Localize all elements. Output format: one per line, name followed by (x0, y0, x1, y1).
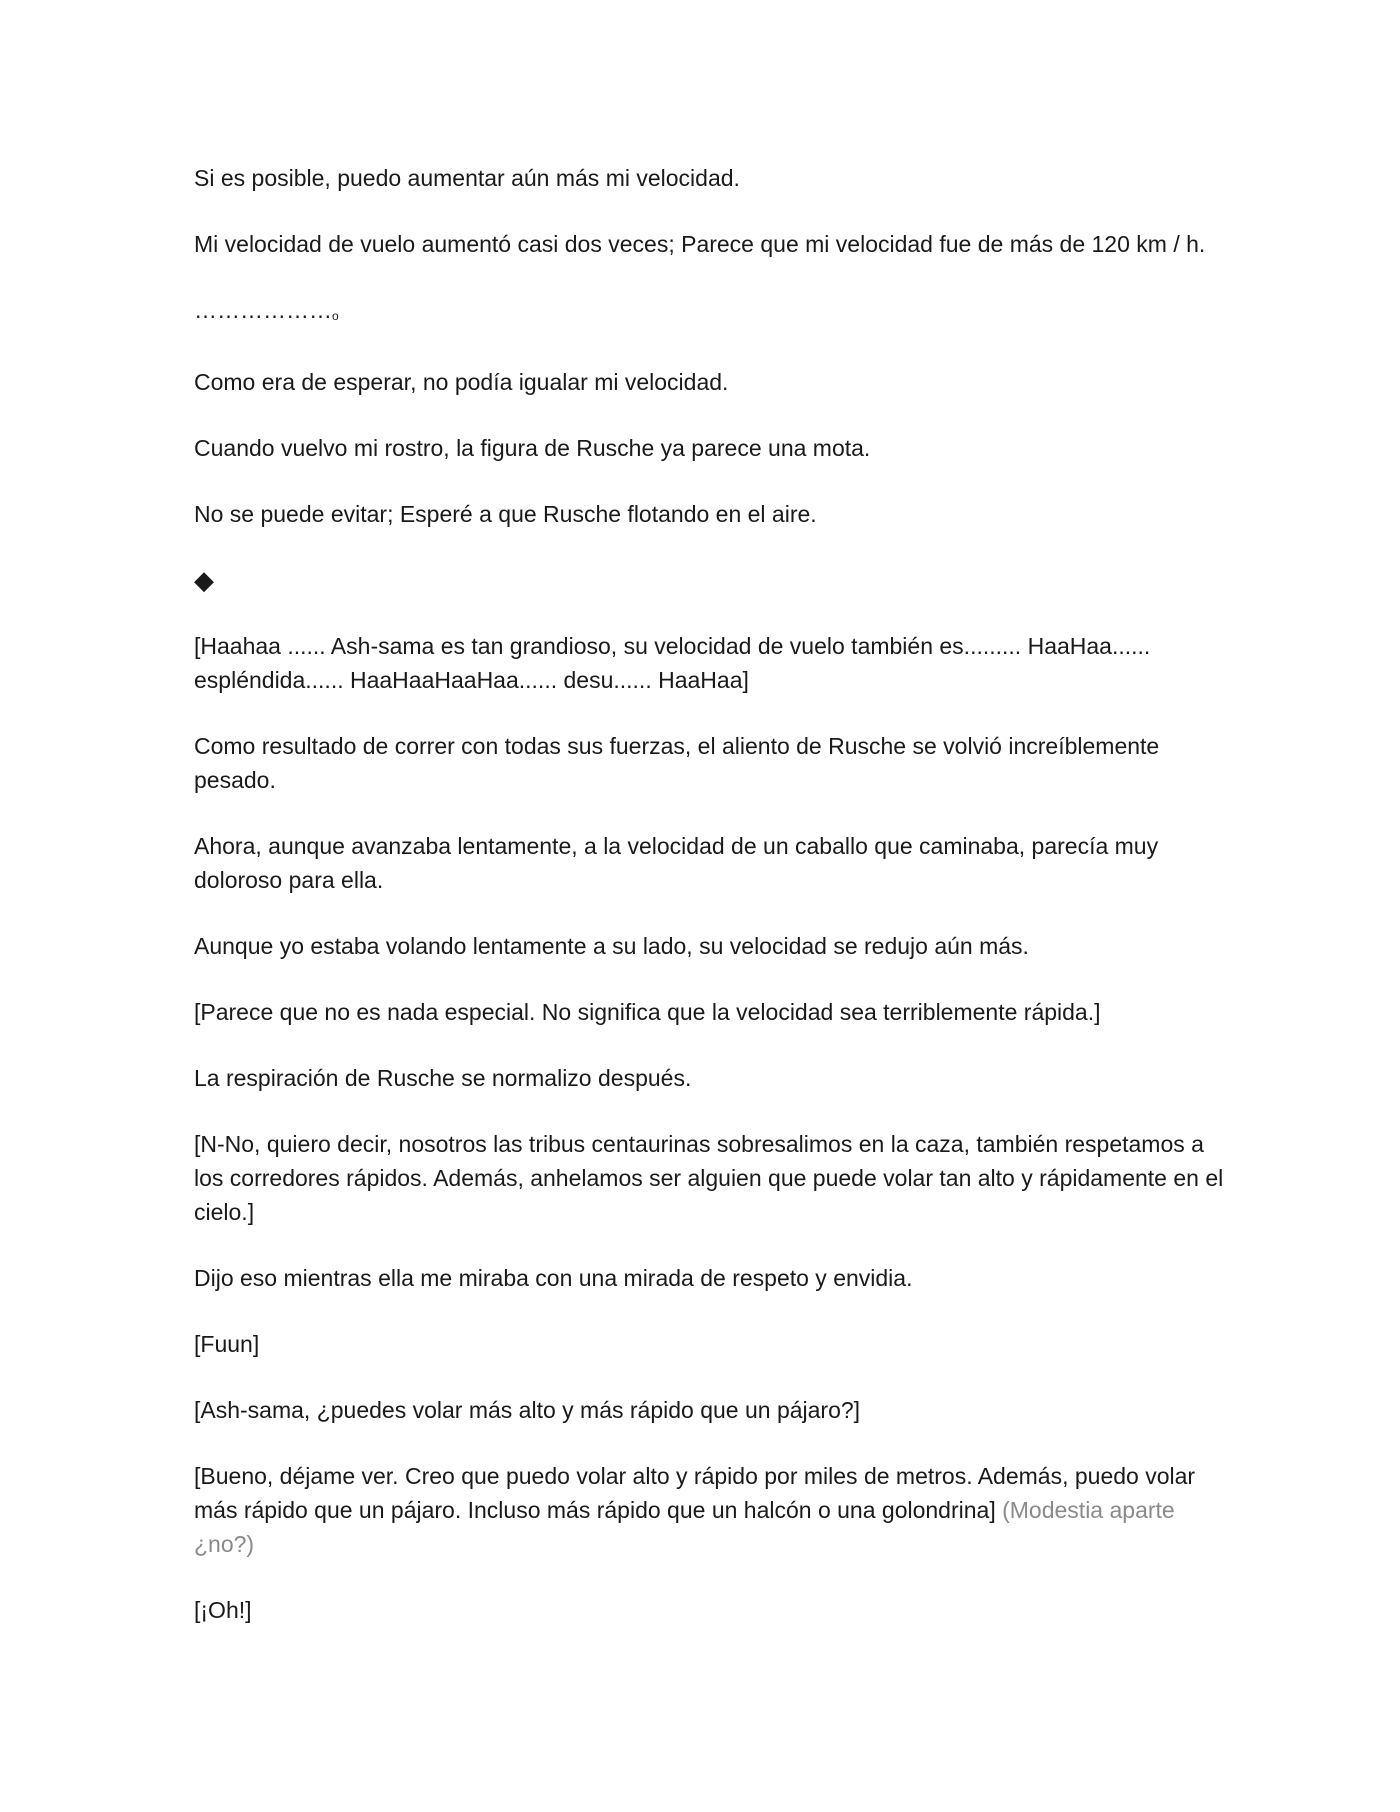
translator-note: (Modestia aparte ¿no?) (194, 1497, 1175, 1557)
paragraph: La respiración de Rusche se normalizo después. (194, 1065, 692, 1091)
paragraph: Mi velocidad de vuelo aumentó casi dos veces; Parece que mi velocidad fue de más de 120 km / h. (194, 231, 1206, 257)
diamond-separator-icon: ◆ (194, 565, 214, 595)
scene-break-dots (194, 293, 1224, 333)
ellipsis-dots: ……………… (194, 297, 332, 323)
paragraph-text: [Bueno, déjame ver. Creo que puedo volar alto y rápido por miles de metros. Además, puedo volar más rápido que un pájaro. Incluso más rápido que un halcón o una golondrina] (194, 1463, 1196, 1523)
paragraph: No se puede evitar; Esperé a que Rusche flotando en el aire. (194, 501, 817, 527)
paragraph: Como era de esperar, no podía igualar mi velocidad. (194, 369, 729, 395)
paragraph: Si es posible, puedo aumentar aún más mi velocidad. (194, 165, 740, 191)
paragraph: [Ash-sama, ¿puedes volar más alto y más rápido que un pájaro?] (194, 1397, 861, 1423)
document-body (194, 161, 1224, 1659)
paragraph: [N-No, quiero decir, nosotros las tribus centaurinas sobresalimos en la caza, también respetamos a los corredores rápidos. Además, anhelamos ser alguien que puede volar tan alto y rápidamente en el cielo.] (194, 1131, 1224, 1225)
paragraph: [Parece que no es nada especial. No significa que la velocidad sea terriblemente rápida.] (194, 999, 1101, 1025)
paragraph: Dijo eso mientras ella me miraba con una mirada de respeto y envidia. (194, 1265, 913, 1291)
paragraph: [Fuun] (194, 1331, 260, 1357)
ideographic-period: o (332, 309, 339, 323)
paragraph: Como resultado de correr con todas sus fuerzas, el aliento de Rusche se volvió increíblemente pesado. (194, 733, 1160, 793)
paragraph: [Haahaa ...... Ash-sama es tan grandioso, su velocidad de vuelo también es......... HaaHaa...... espléndida...... HaaHaaHaaHaa...... desu...... HaaHaa] (194, 633, 1151, 693)
paragraph: Ahora, aunque avanzaba lentamente, a la velocidad de un caballo que caminaba, parecía muy doloroso para ella. (194, 833, 1159, 893)
paragraph-with-note (194, 1459, 1224, 1561)
paragraph: Cuando vuelvo mi rostro, la figura de Rusche ya parece una mota. (194, 435, 871, 461)
paragraph: [¡Oh!] (194, 1597, 252, 1623)
paragraph: Aunque yo estaba volando lentamente a su lado, su velocidad se redujo aún más. (194, 933, 1029, 959)
